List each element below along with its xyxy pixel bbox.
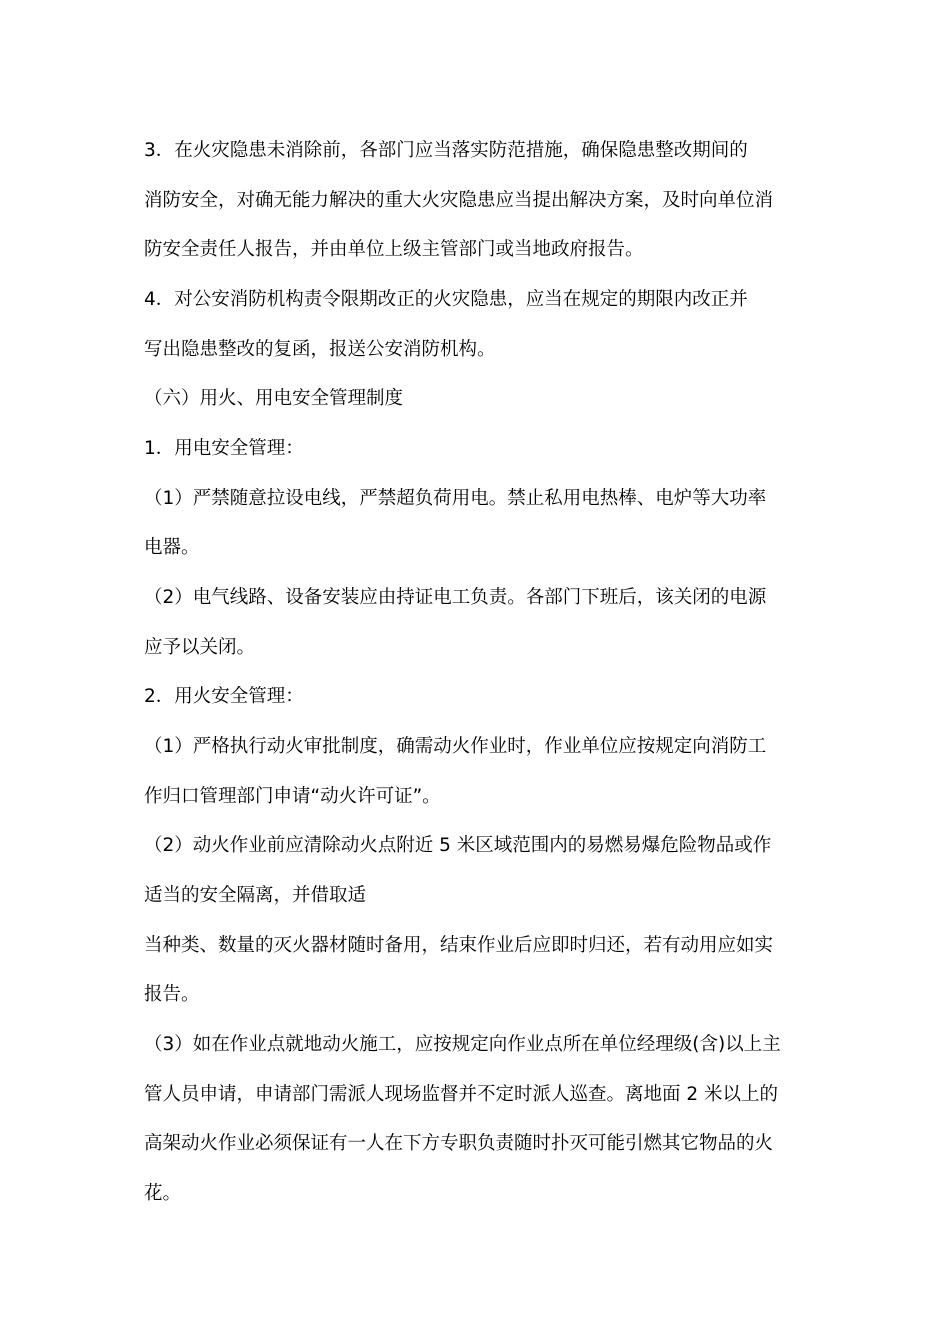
text-line-4: 4．对公安消防机构责令限期改正的火灾隐患，应当在规定的期限内改正并 [144,289,748,310]
text-line-14: 作归口管理部门申请“动火许可证”。 [144,786,441,807]
text-line-18: 报告。 [144,984,200,1005]
text-line-21: 高架动火作业必须保证有一人在下方专职负责随时扑灭可能引燃其它物品的火 [144,1133,774,1154]
text-line-1: 3．在火灾隐患未消除前，各部门应当落实防范措施，确保隐患整改期间的 [144,140,748,161]
text-line-20: 管人员申请，申请部门需派人现场监督并不定时派人巡查。离地面 2 米以上的 [144,1084,779,1105]
text-line-8: （1）严禁随意拉设电线，严禁超负荷用电。禁止私用电热棒、电炉等大功率 [144,488,767,509]
text-line-17: 当种类、数量的灭火器材随时备用，结束作业后应即时归还，若有动用应如实 [144,935,774,956]
text-line-10: （2）电气线路、设备安装应由持证电工负责。各部门下班后，该关闭的电源 [144,587,767,608]
text-line-5: 写出隐患整改的复函，报送公安消防机构。 [144,339,496,360]
text-line-16: 适当的安全隔离，并借取适 [144,885,367,906]
section-heading: （六）用火、用电安全管理制度 [144,388,404,409]
text-line-13: （1）严格执行动火审批制度，确需动火作业时，作业单位应按规定向消防工 [144,736,767,757]
text-line-2: 消防安全，对确无能力解决的重大火灾隐患应当提出解决方案，及时向单位消 [144,190,774,211]
text-line-19: （3）如在作业点就地动火施工，应按规定向作业点所在单位经理级(含)以上主 [144,1034,781,1055]
text-line-11: 应予以关闭。 [144,637,256,658]
text-line-9: 电器。 [144,537,200,558]
text-line-3: 防安全责任人报告，并由单位上级主管部门或当地政府报告。 [144,239,644,260]
text-line-15: （2）动火作业前应清除动火点附近 5 米区域范围内的易燃易爆危险物品或作 [144,835,772,856]
subsection-heading-1: 1．用电安全管理： [144,438,304,459]
subsection-heading-2: 2．用火安全管理： [144,686,304,707]
text-line-22: 花。 [144,1183,182,1204]
